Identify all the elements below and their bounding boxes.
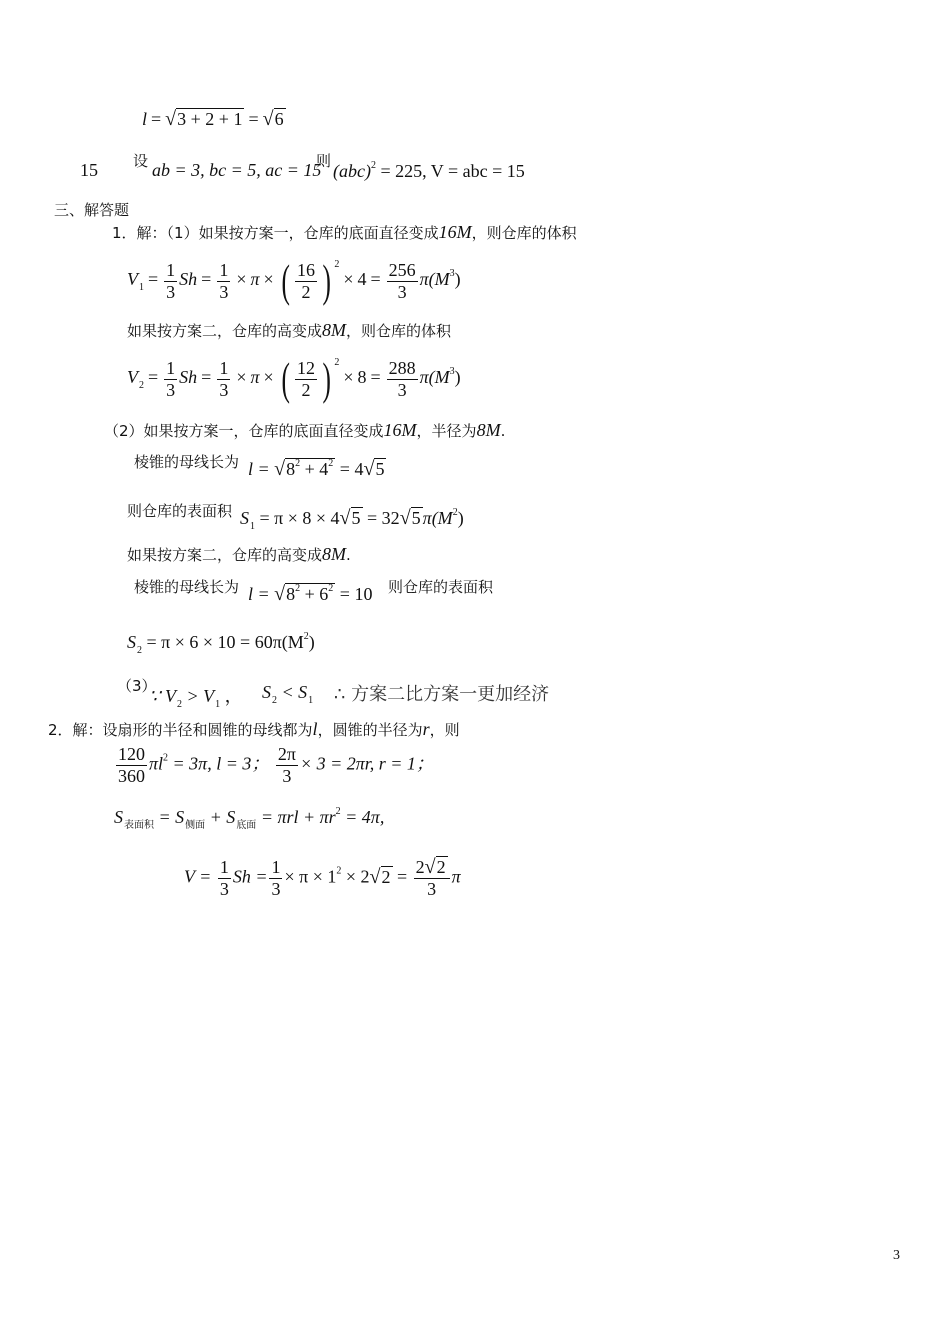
q15-she: 设: [133, 152, 149, 170]
radical: √5: [363, 458, 385, 480]
p1-intro: 1．解：（1）如果按方案一，仓库的底面直径变成16M，则仓库的体积: [112, 222, 577, 242]
slant1-label: 棱锥的母线长为: [134, 453, 240, 471]
fraction: $\frac{288}{3}$: [388, 357, 416, 400]
radical: √2: [424, 856, 446, 878]
radical: √2: [369, 865, 391, 888]
p1-plan2b: 如果按方案二，仓库的高变成8M.: [127, 544, 351, 564]
page-number: 3: [893, 1248, 900, 1263]
radical: √3 + 2 + 1: [165, 108, 243, 130]
radical: √5: [339, 507, 361, 529]
equation-area1: $S_1 = \pi \times 8 \times 4√5 = 32√5$ $\pi(M^2)$: [240, 507, 464, 532]
part3-conclusion: ∴ 方案二比方案一更加经济: [334, 684, 550, 705]
part3-comparison: ∵ $V_2 > V_1$ ，: [149, 686, 243, 710]
fraction: $\frac{12}{2}$: [296, 357, 315, 400]
fraction: $\frac{1}{3}$: [271, 857, 281, 899]
fraction: $\frac{2\pi}{3}$: [277, 744, 296, 786]
equation-v2: $V_2$ = $\frac{1}{3}$ Sh = $\frac{1}{3}$ × π × ( $\frac{12}{2}$ ) $^2$× 8 = $\frac{288}{3}$ $\pi(M^3)$: [127, 353, 461, 404]
equation-l: l = √3 + 2 + 1 = √6: [142, 108, 284, 130]
fraction: $\frac{120}{360}$: [118, 744, 145, 786]
radical: $√8^2 + 6^2$: [274, 583, 334, 605]
area1-label: 则仓库的表面积: [127, 502, 233, 520]
part3-area-compare: $S_2 < S_1$: [262, 682, 314, 706]
slant2-tail: 则仓库的表面积: [388, 578, 494, 596]
question-number-15: 15: [80, 160, 98, 180]
q15-condition: ab = 3, bc = 5, ac = 15: [152, 160, 322, 180]
equation-volume: V = $\frac{1}{3}$ Sh = $\frac{1}{3}$ × $\pi \times 1^2 \times 2√2$ = $\frac{2√2}{3}$ π: [184, 856, 461, 899]
section-heading: 三、解答题: [54, 201, 130, 219]
q15-ze: 则: [316, 152, 332, 170]
part3-label: （3）: [117, 677, 157, 695]
radical: $√8^2 + 4^2$: [274, 458, 334, 480]
fraction: $\frac{16}{2}$: [296, 259, 315, 302]
fraction: $\frac{256}{3}$: [388, 259, 416, 302]
p2-intro: 2．解：设扇形的半径和圆锥的母线都为l，圆锥的半径为r，则: [48, 719, 460, 739]
equation-v1: $V_1$ = $\frac{1}{3}$ Sh = $\frac{1}{3}$ × π × ( $\frac{16}{2}$ ) $^2$× 4 = $\frac{256}{3}$ $\pi(M^3)$: [127, 255, 461, 306]
q15-result: (abc)$^2$ = 225, V = abc = 15: [333, 160, 525, 181]
radical: √5: [399, 507, 421, 529]
equation-slant2: $l = √8^2 + 6^2 = 10$: [248, 583, 373, 605]
p1-plan2: 如果按方案二，仓库的高变成8M，则仓库的体积: [127, 320, 452, 340]
equation-sector: $\frac{120}{360}$ $\pi l^2 = 3\pi$, l = 3； $\frac{2\pi}{3}$ × 3 = 2πr, r = 1；: [118, 744, 434, 786]
equation-surface: $S_{表面积} = S_{侧面} + S_{底面} = \pi rl + \pi r^2 = 4\pi$,: [114, 806, 385, 831]
equation-area2: $S_2 = \pi \times 6 \times 10 = 60\pi(M^2)$: [127, 631, 315, 656]
p1-part2: （2）如果按方案一，仓库的底面直径变成16M，半径为8M.: [104, 420, 506, 440]
fraction: $\frac{1}{3}$: [166, 357, 176, 400]
radical: √6: [262, 108, 284, 130]
slant2-label: 棱锥的母线长为: [134, 578, 240, 596]
fraction: $\frac{2√2}{3}$: [414, 857, 450, 900]
fraction: $\frac{1}{3}$: [219, 857, 229, 899]
fraction: $\frac{1}{3}$: [219, 259, 229, 302]
fraction: $\frac{1}{3}$: [219, 357, 229, 400]
equation-slant1: $l = √8^2 + 4^2 = 4√5$: [248, 458, 385, 480]
fraction: $\frac{1}{3}$: [166, 259, 176, 302]
